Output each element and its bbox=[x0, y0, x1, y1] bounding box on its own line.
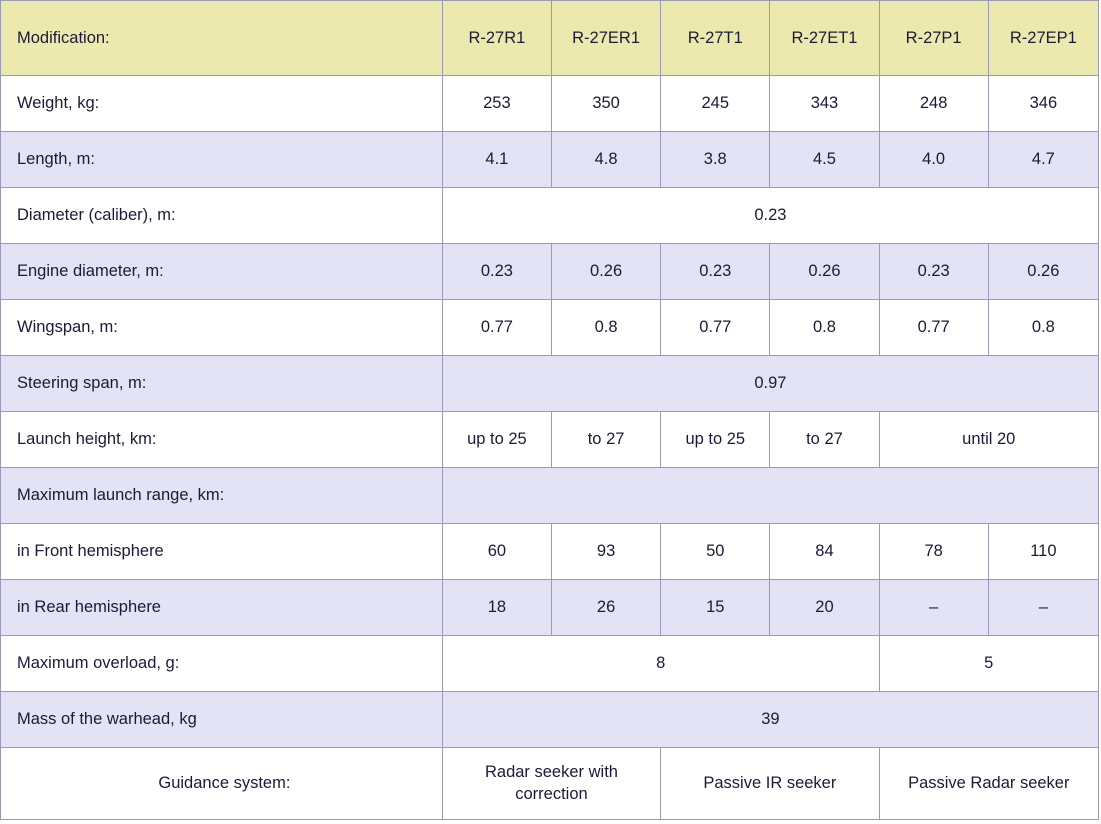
cell-launch-height-r27et1: to 27 bbox=[770, 412, 879, 468]
header-col-r27t1: R-27T1 bbox=[661, 1, 770, 76]
cell-engine-diameter-r27r1: 0.23 bbox=[442, 244, 551, 300]
cell-rear-hemisphere-r27er1: 26 bbox=[551, 580, 660, 636]
cell-front-hemisphere-r27et1: 84 bbox=[770, 524, 879, 580]
cell-engine-diameter-r27er1: 0.26 bbox=[551, 244, 660, 300]
header-col-r27ep1: R-27EP1 bbox=[988, 1, 1098, 76]
cell-rear-hemisphere-r27et1: 20 bbox=[770, 580, 879, 636]
table-row bbox=[1, 412, 1099, 468]
row-label-rear-hemisphere: in Rear hemisphere bbox=[1, 580, 443, 636]
table-row bbox=[1, 748, 1099, 820]
cell-guidance-passive-radar: Passive Radar seeker bbox=[879, 748, 1098, 820]
row-label-length: Length, m: bbox=[1, 132, 443, 188]
table-row bbox=[1, 188, 1099, 244]
cell-wingspan-r27r1: 0.77 bbox=[442, 300, 551, 356]
table-row bbox=[1, 300, 1099, 356]
cell-max-launch-range-empty bbox=[442, 468, 1098, 524]
cell-launch-height-r27r1: up to 25 bbox=[442, 412, 551, 468]
cell-wingspan-r27er1: 0.8 bbox=[551, 300, 660, 356]
table-row bbox=[1, 76, 1099, 132]
row-label-steering-span: Steering span, m: bbox=[1, 356, 443, 412]
cell-length-r27er1: 4.8 bbox=[551, 132, 660, 188]
cell-engine-diameter-r27p1: 0.23 bbox=[879, 244, 988, 300]
cell-front-hemisphere-r27p1: 78 bbox=[879, 524, 988, 580]
cell-guidance-ir: Passive IR seeker bbox=[661, 748, 879, 820]
row-label-engine-diameter: Engine diameter, m: bbox=[1, 244, 443, 300]
table-row bbox=[1, 244, 1099, 300]
cell-weight-r27er1: 350 bbox=[551, 76, 660, 132]
cell-wingspan-r27ep1: 0.8 bbox=[988, 300, 1098, 356]
header-col-r27er1: R-27ER1 bbox=[551, 1, 660, 76]
cell-wingspan-r27t1: 0.77 bbox=[661, 300, 770, 356]
cell-front-hemisphere-r27r1: 60 bbox=[442, 524, 551, 580]
cell-steering-span-all: 0.97 bbox=[442, 356, 1098, 412]
cell-guidance-radar: Radar seeker with correction bbox=[442, 748, 660, 820]
cell-front-hemisphere-r27er1: 93 bbox=[551, 524, 660, 580]
cell-front-hemisphere-r27ep1: 110 bbox=[988, 524, 1098, 580]
cell-diameter-all: 0.23 bbox=[442, 188, 1098, 244]
cell-launch-height-passive: until 20 bbox=[879, 412, 1098, 468]
cell-weight-r27p1: 248 bbox=[879, 76, 988, 132]
table-row bbox=[1, 468, 1099, 524]
cell-warhead-mass-all: 39 bbox=[442, 692, 1098, 748]
row-label-front-hemisphere: in Front hemisphere bbox=[1, 524, 443, 580]
table-header-row bbox=[1, 1, 1099, 76]
cell-engine-diameter-r27et1: 0.26 bbox=[770, 244, 879, 300]
cell-length-r27p1: 4.0 bbox=[879, 132, 988, 188]
table-row bbox=[1, 692, 1099, 748]
cell-launch-height-r27t1: up to 25 bbox=[661, 412, 770, 468]
cell-wingspan-r27et1: 0.8 bbox=[770, 300, 879, 356]
row-label-guidance-system: Guidance system: bbox=[1, 748, 443, 820]
row-label-max-launch-range: Maximum launch range, km: bbox=[1, 468, 443, 524]
cell-launch-height-r27er1: to 27 bbox=[551, 412, 660, 468]
cell-weight-r27et1: 343 bbox=[770, 76, 879, 132]
cell-rear-hemisphere-r27r1: 18 bbox=[442, 580, 551, 636]
cell-rear-hemisphere-r27t1: 15 bbox=[661, 580, 770, 636]
cell-wingspan-r27p1: 0.77 bbox=[879, 300, 988, 356]
cell-length-r27r1: 4.1 bbox=[442, 132, 551, 188]
cell-length-r27et1: 4.5 bbox=[770, 132, 879, 188]
row-label-wingspan: Wingspan, m: bbox=[1, 300, 443, 356]
cell-rear-hemisphere-r27ep1: – bbox=[988, 580, 1098, 636]
table-row bbox=[1, 132, 1099, 188]
cell-length-r27t1: 3.8 bbox=[661, 132, 770, 188]
row-label-launch-height: Launch height, km: bbox=[1, 412, 443, 468]
cell-max-overload-radar-ir: 8 bbox=[442, 636, 879, 692]
table-row bbox=[1, 524, 1099, 580]
cell-length-r27ep1: 4.7 bbox=[988, 132, 1098, 188]
cell-rear-hemisphere-r27p1: – bbox=[879, 580, 988, 636]
row-label-max-overload: Maximum overload, g: bbox=[1, 636, 443, 692]
header-col-r27et1: R-27ET1 bbox=[770, 1, 879, 76]
header-col-r27p1: R-27P1 bbox=[879, 1, 988, 76]
table-row bbox=[1, 356, 1099, 412]
row-label-warhead-mass: Mass of the warhead, kg bbox=[1, 692, 443, 748]
cell-engine-diameter-r27t1: 0.23 bbox=[661, 244, 770, 300]
row-label-diameter: Diameter (caliber), m: bbox=[1, 188, 443, 244]
cell-max-overload-passive: 5 bbox=[879, 636, 1098, 692]
table-row bbox=[1, 636, 1099, 692]
cell-engine-diameter-r27ep1: 0.26 bbox=[988, 244, 1098, 300]
header-label-cell: Modification: bbox=[1, 1, 443, 76]
header-col-r27r1: R-27R1 bbox=[442, 1, 551, 76]
row-label-weight: Weight, kg: bbox=[1, 76, 443, 132]
cell-weight-r27ep1: 346 bbox=[988, 76, 1098, 132]
cell-front-hemisphere-r27t1: 50 bbox=[661, 524, 770, 580]
table-row bbox=[1, 580, 1099, 636]
cell-weight-r27r1: 253 bbox=[442, 76, 551, 132]
cell-weight-r27t1: 245 bbox=[661, 76, 770, 132]
